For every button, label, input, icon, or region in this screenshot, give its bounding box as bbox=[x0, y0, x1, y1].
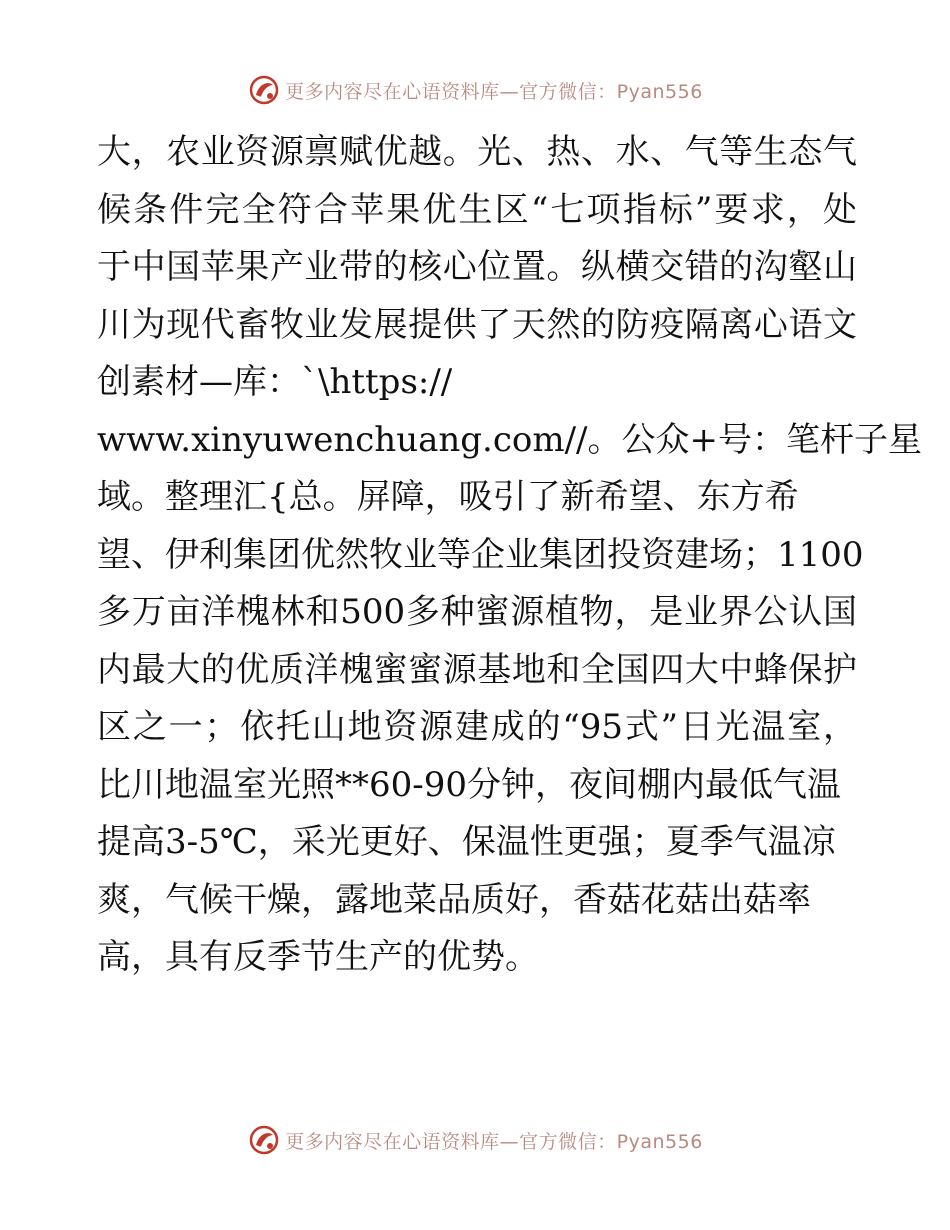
body-line: 高，具有反季节生产的优势。 bbox=[97, 937, 539, 977]
body-line: www.xinyuwenchuang.com//。公众+号：笔杆子星 bbox=[97, 419, 922, 460]
footer-banner bbox=[0, 1120, 950, 1160]
body-line: 提高3-5℃，采光更好、保温性更强；夏季气温凉 bbox=[97, 822, 836, 862]
body-line: 大，农业资源禀赋优越。光、热、水、气等生态气 bbox=[97, 132, 857, 172]
swirl-logo-icon bbox=[247, 1123, 281, 1157]
body-line: 望、伊利集团优然牧业等企业集团投资建场；1100 bbox=[97, 534, 864, 575]
document-body bbox=[97, 124, 922, 987]
body-line: 多万亩洋槐林和500多种蜜源植物，是业界公认国 bbox=[97, 592, 857, 632]
header-banner bbox=[0, 70, 950, 110]
swirl-logo-icon bbox=[247, 73, 281, 107]
body-line: 川为现代畜牧业发展提供了天然的防疫隔离心语文 bbox=[97, 304, 857, 345]
header-text: 更多内容尽在心语资料库—官方微信：Pyan556 bbox=[285, 80, 703, 103]
body-line: 区之一；依托山地资源建成的“95式”日光温室， bbox=[97, 707, 857, 747]
body-line: 候条件完全符合苹果优生区“七项指标”要求，处 bbox=[97, 189, 857, 230]
body-line: 创素材—库：`\https:// bbox=[97, 362, 453, 402]
body-line: 比川地温室光照**60-90分钟，夜间棚内最低气温 bbox=[97, 764, 842, 805]
body-line: 爽，气候干燥，露地菜品质好，香菇花菇出菇率 bbox=[97, 879, 811, 920]
body-line: 域。整理汇{总。屏障，吸引了新希望、东方希 bbox=[97, 477, 799, 517]
body-line: 内最大的优质洋槐蜜蜜源基地和全国四大中蜂保护 bbox=[97, 649, 857, 690]
footer-text: 更多内容尽在心语资料库—官方微信：Pyan556 bbox=[285, 1130, 703, 1153]
body-line: 于中国苹果产业带的核心位置。纵横交错的沟壑山 bbox=[97, 247, 857, 287]
